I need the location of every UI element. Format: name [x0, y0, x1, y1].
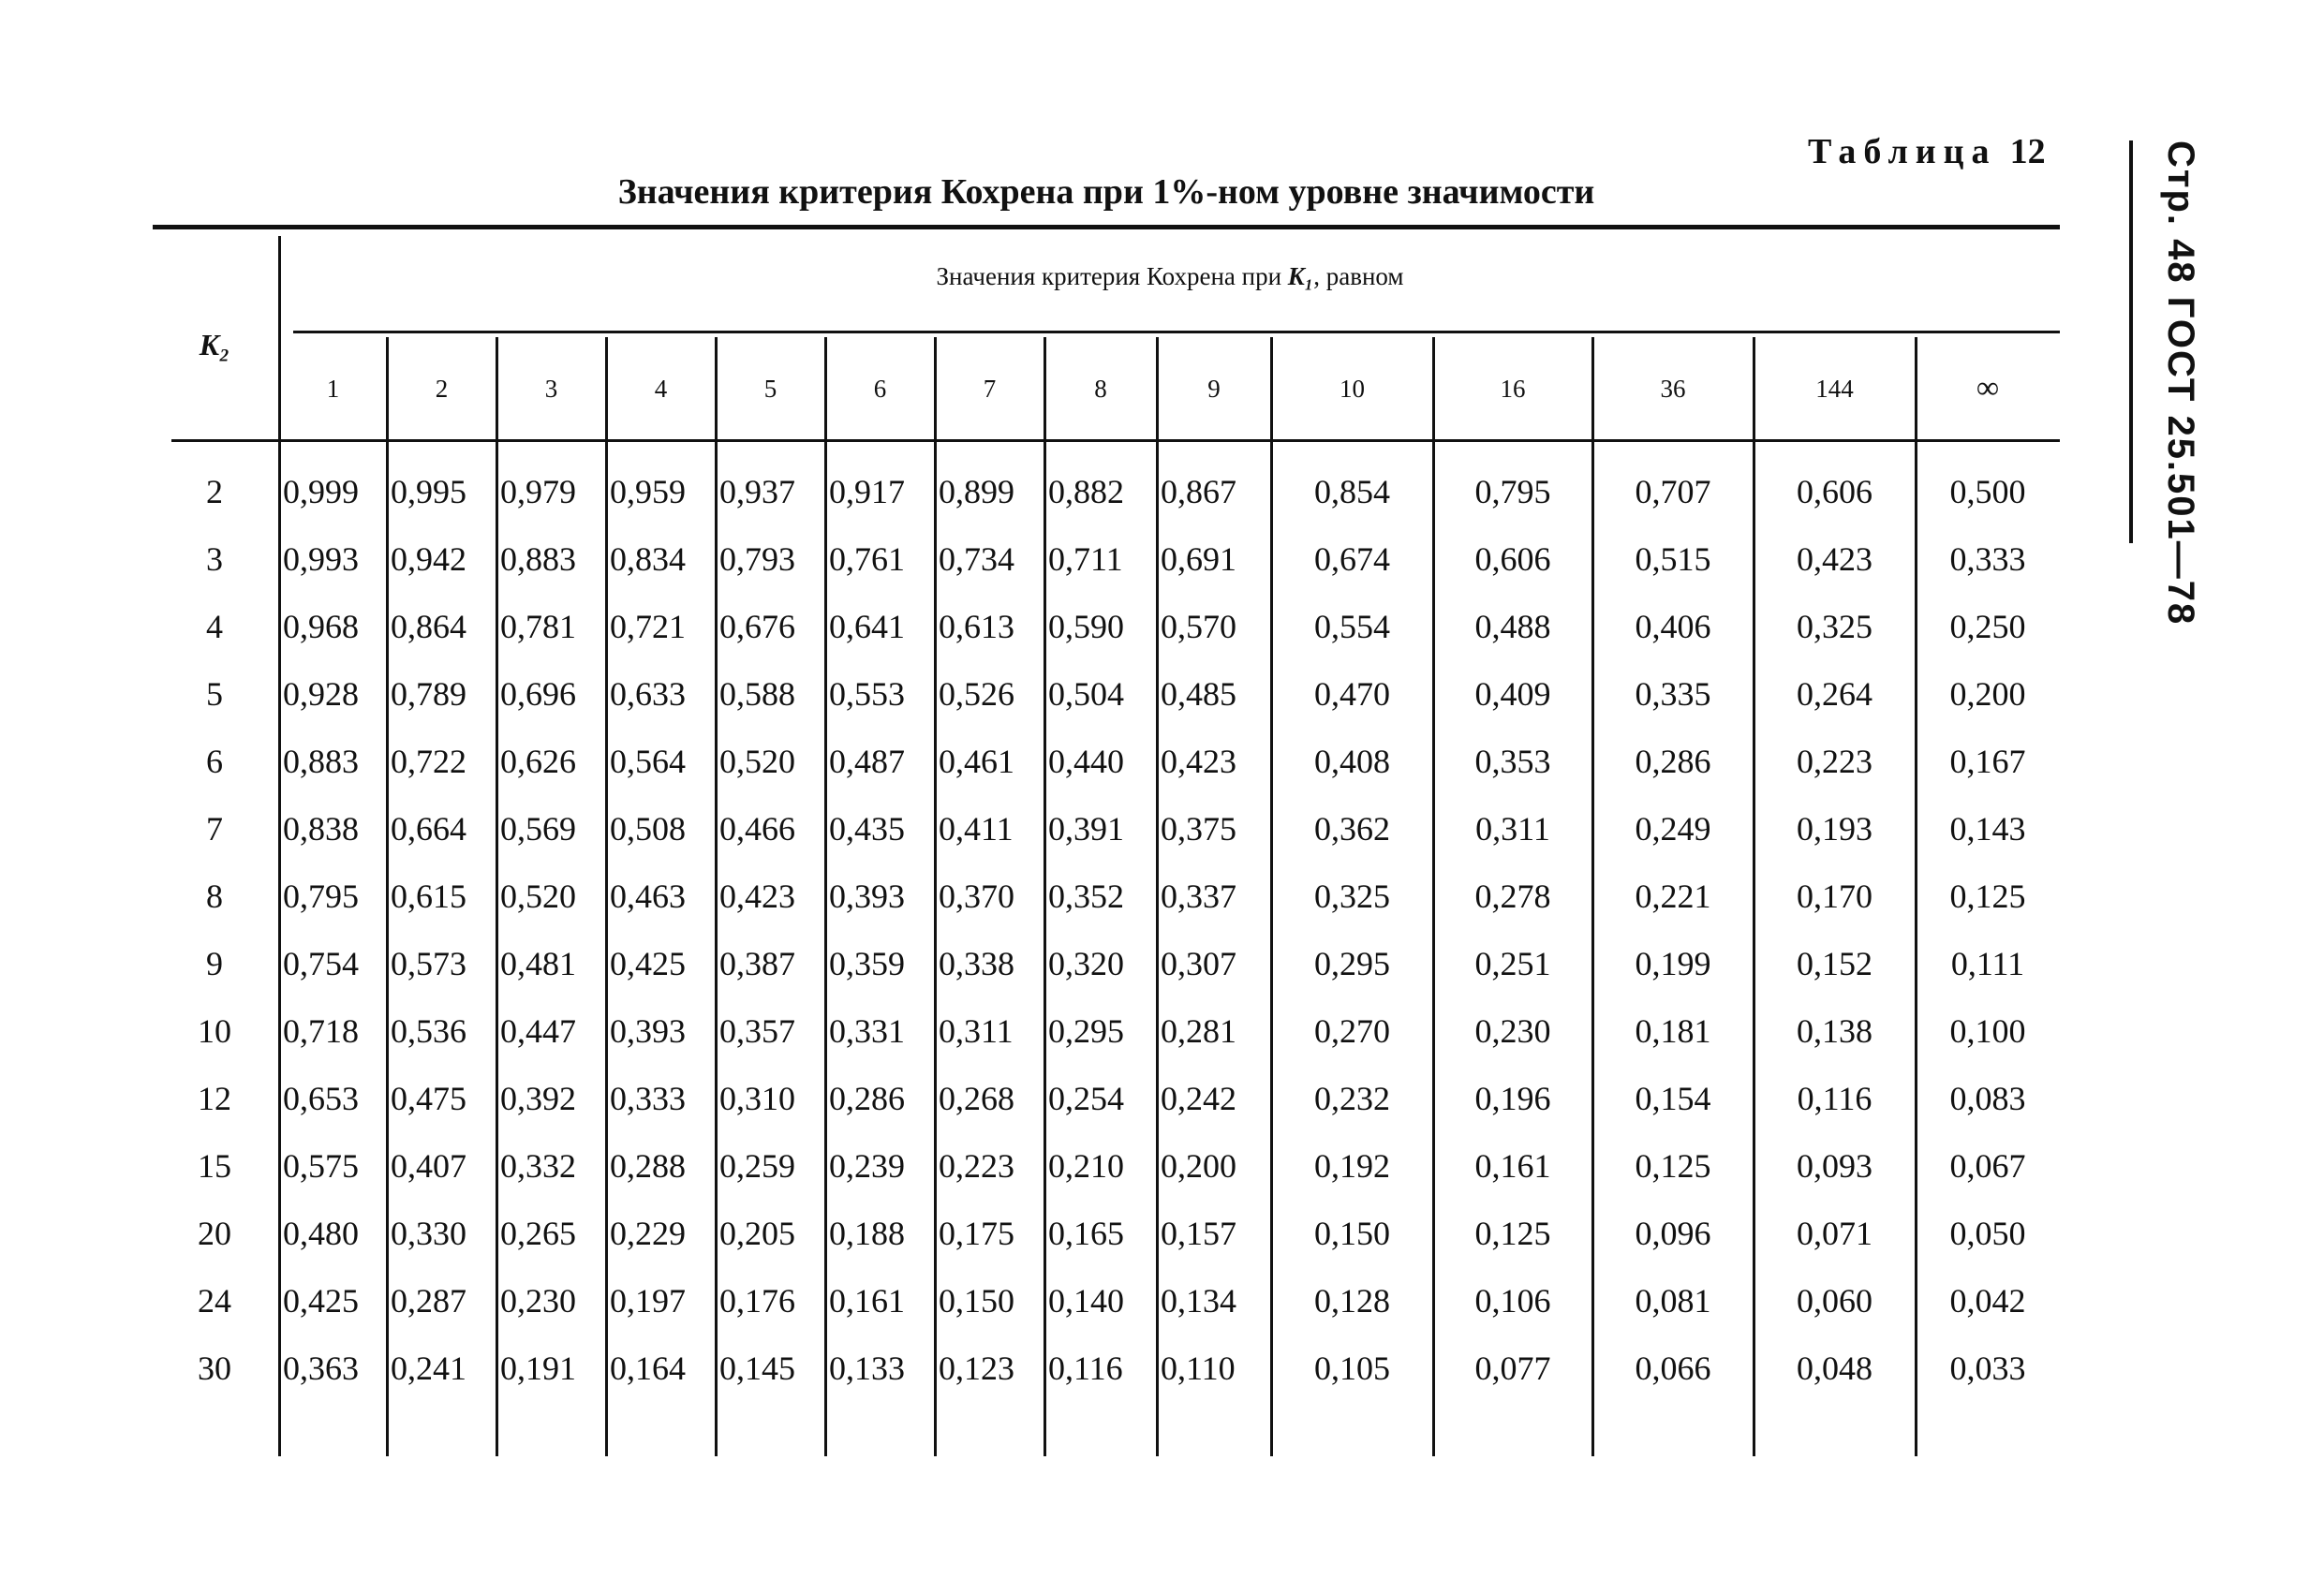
column-header: 144: [1815, 375, 1854, 403]
table-cell: 0,143: [1949, 810, 2026, 848]
table-cell: 0,288: [610, 1147, 686, 1185]
table-cell: 0,676: [719, 608, 795, 645]
table-cell: 0,239: [829, 1147, 905, 1185]
table-cell: 0,883: [283, 743, 359, 780]
table-top-rule: [153, 225, 2060, 229]
table-cell: 0,761: [829, 540, 905, 578]
table-cell: 0,170: [1797, 878, 1873, 915]
table-cell: 0,223: [1797, 743, 1873, 780]
table-cell: 0,066: [1635, 1350, 1711, 1387]
table-cell: 0,295: [1314, 945, 1390, 982]
row-label-k2: 8: [206, 878, 223, 915]
column-header: 9: [1207, 375, 1221, 403]
table-cell: 0,265: [500, 1215, 576, 1252]
table-cell: 0,337: [1161, 878, 1236, 915]
row-label-k2: 12: [198, 1080, 231, 1117]
table-cell: 0,223: [939, 1147, 1014, 1185]
row-label-k2: 5: [206, 675, 223, 713]
table-cell: 0,515: [1635, 540, 1711, 578]
group-header-suffix: , равном: [1313, 262, 1404, 290]
table-cell: 0,696: [500, 675, 576, 713]
table-cell: 0,167: [1949, 743, 2026, 780]
table-cell: 0,423: [1797, 540, 1873, 578]
table-cell: 0,937: [719, 473, 795, 510]
column-header: 7: [983, 375, 997, 403]
table-cell: 0,251: [1474, 945, 1551, 982]
table-cell: 0,711: [1048, 540, 1123, 578]
table-cell: 0,353: [1474, 743, 1551, 780]
table-cell: 0,116: [1797, 1080, 1873, 1117]
table-cell: 0,320: [1048, 945, 1124, 982]
table-cell: 0,959: [610, 473, 686, 510]
table-cell: 0,191: [500, 1350, 576, 1387]
table-cell: 0,140: [1048, 1282, 1124, 1320]
table-cell: 0,125: [1949, 878, 2026, 915]
table-cell: 0,754: [283, 945, 359, 982]
table-cell: 0,310: [719, 1080, 795, 1117]
table-cell: 0,145: [719, 1350, 795, 1387]
table-cell: 0,333: [1949, 540, 2026, 578]
table-cell: 0,359: [829, 945, 905, 982]
row-label-k2: 2: [206, 473, 223, 510]
table-cell: 0,157: [1161, 1215, 1236, 1252]
table-cell: 0,633: [610, 675, 686, 713]
table-cell: 0,392: [500, 1080, 576, 1117]
table-cell: 0,278: [1474, 878, 1551, 915]
column-header: 5: [763, 375, 777, 403]
column-header: 6: [873, 375, 887, 403]
table-cell: 0,230: [500, 1282, 576, 1320]
row-label-k2: 3: [206, 540, 223, 578]
table-cell: 0,470: [1314, 675, 1390, 713]
table-cell: 0,899: [939, 473, 1014, 510]
table-cell: 0,192: [1314, 1147, 1390, 1185]
table-cell: 0,466: [719, 810, 795, 848]
table-cell: 0,311: [1475, 810, 1550, 848]
table-cell: 0,883: [500, 540, 576, 578]
table-cell: 0,332: [500, 1147, 576, 1185]
table-cell: 0,110: [1161, 1350, 1236, 1387]
table-cell: 0,181: [1635, 1012, 1711, 1050]
table-cell: 0,590: [1048, 608, 1124, 645]
column-header: 1: [326, 375, 340, 403]
table-cell: 0,362: [1314, 810, 1390, 848]
table-cell: 0,993: [283, 540, 359, 578]
table-cell: 0,161: [1474, 1147, 1551, 1185]
table-cell: 0,134: [1161, 1282, 1236, 1320]
table-cell: 0,721: [610, 608, 686, 645]
table-cell: 0,480: [283, 1215, 359, 1252]
table-cell: 0,081: [1635, 1282, 1711, 1320]
table-cell: 0,718: [283, 1012, 359, 1050]
table-cell: 0,164: [610, 1350, 686, 1387]
table-cell: 0,588: [719, 675, 795, 713]
table-cell: 0,520: [719, 743, 795, 780]
table-cell: 0,500: [1949, 473, 2026, 510]
table-cell: 0,781: [500, 608, 576, 645]
table-cell: 0,125: [1474, 1215, 1551, 1252]
table-cell: 0,407: [391, 1147, 466, 1185]
table-cell: 0,250: [1949, 608, 2026, 645]
table-number: 12: [2009, 132, 2046, 171]
row-label-k2: 24: [198, 1282, 231, 1320]
table-cell: 0,553: [829, 675, 905, 713]
table-cell: 0,242: [1161, 1080, 1236, 1117]
table-cell: 0,281: [1161, 1012, 1236, 1050]
table-cell: 0,942: [391, 540, 466, 578]
table-cell: 0,653: [283, 1080, 359, 1117]
table-cell: 0,325: [1314, 878, 1390, 915]
table-cell: 0,060: [1797, 1282, 1873, 1320]
table-cell: 0,230: [1474, 1012, 1551, 1050]
table-cell: 0,968: [283, 608, 359, 645]
table-cell: 0,475: [391, 1080, 466, 1117]
table-cell: 0,387: [719, 945, 795, 982]
table-cell: 0,570: [1161, 608, 1236, 645]
table-cell: 0,221: [1635, 878, 1711, 915]
table-cell: 0,569: [500, 810, 576, 848]
table-cell: 0,042: [1949, 1282, 2026, 1320]
table-cell: 0,105: [1314, 1350, 1390, 1387]
row-label-k2: 30: [198, 1350, 231, 1387]
table-cell: 0,463: [610, 878, 686, 915]
table-cell: 0,048: [1797, 1350, 1873, 1387]
table-cell: 0,375: [1161, 810, 1236, 848]
table-cell: 0,268: [939, 1080, 1014, 1117]
table-cell: 0,393: [829, 878, 905, 915]
table-cell: 0,789: [391, 675, 466, 713]
table-cell: 0,999: [283, 473, 359, 510]
group-header-rule: [293, 331, 2060, 333]
table-cell: 0,613: [939, 608, 1014, 645]
table-cell: 0,197: [610, 1282, 686, 1320]
table-cell: 0,461: [939, 743, 1014, 780]
table-cell: 0,707: [1635, 473, 1711, 510]
table-cell: 0,793: [719, 540, 795, 578]
table-cell: 0,626: [500, 743, 576, 780]
table-cell: 0,150: [1314, 1215, 1390, 1252]
table-cell: 0,352: [1048, 878, 1124, 915]
column-rule: [1156, 337, 1159, 1456]
table-cell: 0,867: [1161, 473, 1236, 510]
table-cell: 0,391: [1048, 810, 1124, 848]
table-cell: 0,440: [1048, 743, 1124, 780]
page-title: Значения критерия Кохрена при 1%-ном уровне значимости: [617, 172, 1595, 212]
table-cell: 0,287: [391, 1282, 466, 1320]
column-header: 3: [544, 375, 558, 403]
table-cell: 0,106: [1474, 1282, 1551, 1320]
table-cell: 0,210: [1048, 1147, 1124, 1185]
table-cell: 0,196: [1474, 1080, 1551, 1117]
column-rule: [496, 337, 498, 1456]
table-cell: 0,175: [939, 1215, 1014, 1252]
table-cell: 0,154: [1635, 1080, 1711, 1117]
table-cell: 0,067: [1949, 1147, 2026, 1185]
table-cell: 0,264: [1797, 675, 1873, 713]
table-cell: 0,333: [610, 1080, 686, 1117]
table-cell: 0,083: [1949, 1080, 2026, 1117]
table-cell: 0,133: [829, 1350, 905, 1387]
column-header: ∞: [1976, 371, 2000, 406]
k2-header: K₂: [199, 328, 230, 361]
table-cell: 0,096: [1635, 1215, 1711, 1252]
table-cell: 0,259: [719, 1147, 795, 1185]
header-bottom-rule: [171, 439, 2060, 442]
row-label-k2: 4: [206, 608, 223, 645]
table-cell: 0,554: [1314, 608, 1390, 645]
group-header-var: K₁: [1287, 262, 1314, 290]
table-cell: 0,338: [939, 945, 1014, 982]
k2-column-rule: [278, 236, 281, 1456]
table-cell: 0,193: [1797, 810, 1873, 848]
table-cell: 0,520: [500, 878, 576, 915]
table-cell: 0,411: [939, 810, 1014, 848]
group-header: [281, 262, 2059, 291]
table-cell: 0,487: [829, 743, 905, 780]
table-cell: 0,363: [283, 1350, 359, 1387]
table-cell: 0,722: [391, 743, 466, 780]
table-cell: 0,286: [1635, 743, 1711, 780]
column-rule: [934, 337, 937, 1456]
table-cell: 0,286: [829, 1080, 905, 1117]
table-cell: 0,229: [610, 1215, 686, 1252]
table-label-word: Таблица: [1808, 132, 1997, 171]
table-cell: 0,838: [283, 810, 359, 848]
table-cell: 0,425: [610, 945, 686, 982]
table-cell: 0,357: [719, 1012, 795, 1050]
table-cell: 0,205: [719, 1215, 795, 1252]
table-cell: 0,270: [1314, 1012, 1390, 1050]
table-cell: 0,928: [283, 675, 359, 713]
table-cell: 0,331: [829, 1012, 905, 1050]
table-cell: 0,161: [829, 1282, 905, 1320]
row-label-k2: 6: [206, 743, 223, 780]
table-cell: 0,307: [1161, 945, 1236, 982]
side-rule: [2129, 140, 2133, 543]
table-cell: 0,409: [1474, 675, 1551, 713]
table-cell: 0,165: [1048, 1215, 1124, 1252]
row-label-k2: 7: [206, 810, 223, 848]
column-header: 8: [1094, 375, 1107, 403]
table-cell: 0,854: [1314, 473, 1390, 510]
column-rule: [715, 337, 718, 1456]
group-header-prefix: Значения критерия Кохрена при: [936, 262, 1282, 290]
table-cell: 0,370: [939, 878, 1014, 915]
table-cell: 0,995: [391, 473, 466, 510]
row-label-k2: 10: [198, 1012, 231, 1050]
table-cell: 0,504: [1048, 675, 1124, 713]
table-cell: 0,834: [610, 540, 686, 578]
table-cell: 0,606: [1797, 473, 1873, 510]
side-page-reference: Стр. 48 ГОСТ 25.501—78: [2160, 140, 2201, 627]
table-cell: 0,664: [391, 810, 466, 848]
column-header: 2: [435, 375, 449, 403]
table-cell: 0,425: [283, 1282, 359, 1320]
table-cell: 0,795: [1474, 473, 1551, 510]
column-rule: [824, 337, 827, 1456]
column-header: 36: [1660, 375, 1686, 403]
table-cell: 0,606: [1474, 540, 1551, 578]
table-cell: 0,508: [610, 810, 686, 848]
table-cell: 0,311: [939, 1012, 1014, 1050]
table-cell: 0,979: [500, 473, 576, 510]
table-cell: 0,093: [1797, 1147, 1873, 1185]
table-cell: 0,917: [829, 473, 905, 510]
table-cell: 0,435: [829, 810, 905, 848]
table-cell: 0,325: [1797, 608, 1873, 645]
table-cell: 0,423: [1161, 743, 1236, 780]
table-cell: 0,111: [1950, 945, 2025, 982]
table-cell: 0,330: [391, 1215, 466, 1252]
row-label-k2: 20: [198, 1215, 231, 1252]
row-label-k2: 9: [206, 945, 223, 982]
table-cell: 0,199: [1635, 945, 1711, 982]
table-cell: 0,447: [500, 1012, 576, 1050]
table-cell: 0,485: [1161, 675, 1236, 713]
table-cell: 0,641: [829, 608, 905, 645]
table-cell: 0,077: [1474, 1350, 1551, 1387]
table-cell: 0,335: [1635, 675, 1711, 713]
column-header: 4: [654, 375, 668, 403]
table-cell: 0,488: [1474, 608, 1551, 645]
table-cell: 0,125: [1635, 1147, 1711, 1185]
table-cell: 0,864: [391, 608, 466, 645]
table-cell: 0,734: [939, 540, 1014, 578]
table-cell: 0,691: [1161, 540, 1236, 578]
table-cell: 0,150: [939, 1282, 1014, 1320]
table-cell: 0,481: [500, 945, 576, 982]
column-header: 10: [1340, 375, 1365, 403]
table-cell: 0,423: [719, 878, 795, 915]
table-label: [1808, 131, 2046, 172]
table-cell: 0,882: [1048, 473, 1124, 510]
table-cell: 0,138: [1797, 1012, 1873, 1050]
table-cell: 0,564: [610, 743, 686, 780]
table-cell: 0,071: [1797, 1215, 1873, 1252]
row-label-k2: 15: [198, 1147, 231, 1185]
column-rule: [605, 337, 608, 1456]
column-header: 16: [1500, 375, 1526, 403]
table-cell: 0,200: [1161, 1147, 1236, 1185]
table-cell: 0,188: [829, 1215, 905, 1252]
column-rule: [386, 337, 389, 1456]
table-cell: 0,128: [1314, 1282, 1390, 1320]
table-cell: 0,152: [1797, 945, 1873, 982]
table-cell: 0,123: [939, 1350, 1014, 1387]
table-cell: 0,536: [391, 1012, 466, 1050]
table-cell: 0,241: [391, 1350, 466, 1387]
table-cell: 0,295: [1048, 1012, 1124, 1050]
table-cell: 0,232: [1314, 1080, 1390, 1117]
table-cell: 0,100: [1949, 1012, 2026, 1050]
table-cell: 0,573: [391, 945, 466, 982]
table-cell: 0,674: [1314, 540, 1390, 578]
table-cell: 0,176: [719, 1282, 795, 1320]
table-cell: 0,116: [1048, 1350, 1123, 1387]
table-cell: 0,033: [1949, 1350, 2026, 1387]
table-cell: 0,393: [610, 1012, 686, 1050]
table-cell: 0,200: [1949, 675, 2026, 713]
table-cell: 0,050: [1949, 1215, 2026, 1252]
table-cell: 0,526: [939, 675, 1014, 713]
table-cell: 0,249: [1635, 810, 1711, 848]
table-cell: 0,408: [1314, 743, 1390, 780]
table-cell: 0,795: [283, 878, 359, 915]
table-cell: 0,254: [1048, 1080, 1124, 1117]
table-cell: 0,615: [391, 878, 466, 915]
table-cell: 0,575: [283, 1147, 359, 1185]
column-rule: [1044, 337, 1046, 1456]
table-cell: 0,406: [1635, 608, 1711, 645]
